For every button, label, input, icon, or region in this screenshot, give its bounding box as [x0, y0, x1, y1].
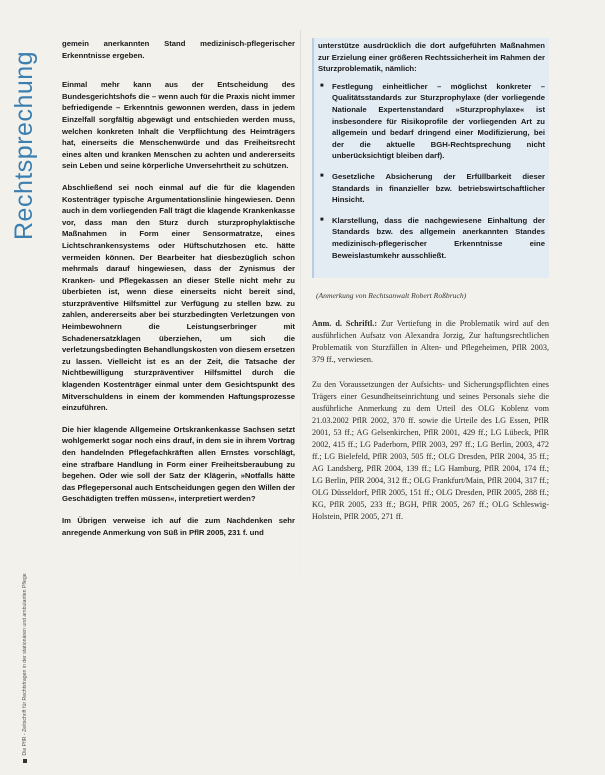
footer-text: Die PflR - Zeitschrift für Rechtsfragen in der stationären und ambulanten Pflege [22, 573, 28, 756]
paragraph: Die hier klagende Allgemeine Ortskrankenkasse Sachsen setzt wohlgemerkt sogar noch eins drauf, in dem sie in ihrem Vortrag den handelnden Pflegefachkräften allen Ernstes vorschlägt, eine strafbare Handlung in Form einer Freiheitsberaubung zu begehen. Oder wie soll der Satz der Klägerin, »Notfalls hätte das Pflegepersonal auch Entscheidungen gegen den Willen der Geschädigten treffen müssen«, interpretiert werden? [62, 424, 295, 504]
editor-notes [312, 318, 549, 523]
bullet-list [318, 81, 545, 261]
note-paragraph: Zu den Voraussetzungen der Aufsichts- und Sicherungspflichten eines Trägers einer Gesundheitseinrichtung und seines Personals siehe die ausführliche Anmerkung zu dem Urteil des OLG Koblenz vom 21.03.2002 PflR 2002, 370 ff. sowie die Urteile des LG Essen, PflR 2001, 53 ff.; AG Gelsenkirchen, PflR 2001, 429 ff.; LG Lübeck, PflR 2002, 415 ff.; LG Paderborn, PflR 2003, 297 ff.; LG Berlin, 2003, 472 ff.; LG Bielefeld, PflR 2003, 505 ff.; OLG Dresden, PflR 2004, 35 ff.; AG Landsberg, PflR 2004, 139 ff.; LG Hamburg, PflR 2004, 174 ff.; LG Berlin, PflR 2004, 312 ff.; OLG Frankfurt/Main, PflR 2004, 317 ff.; OLG Düsseldorf, PflR 2005, 151 ff.; OLG Dresden, PflR 2005, 288 ff.; KG, PflR 2005, 233 ff.; BGH, PflR 2005, 267 ff.; OLG Schleswig-Holstein, PflR 2005, 271 ff. [312, 379, 549, 521]
page-footer [22, 455, 36, 765]
paragraph: Abschließend sei noch einmal auf die für die klagenden Kostenträger typische Argumentationslinie hingewiesen. Denn auch in dem vorliegenden Fall trägt die klagende Krankenkasse vor, dass man den Sturz durch sturzprophylaktische Maßnahmen in Form einer Sensormatratze, eines Lichtschrankensystems oder Hüftschutzhosen etc. hätte vermeiden können. Der Bearbeiter hat diesbezüglich schon mehrmals darauf hingewiesen, dass der Zynismus der Kranken- und Pflegekassen an dieser Stelle nicht mehr zu überbieten ist, wenn diese einerseits nicht bereit sind, sturzpräventive Hilfsmittel zur Verfügung zu stellen bzw. zu zahlen, andererseits aber bei sturzbedingten Verletzungen von Heimbewohnern die Leistungserbringer mit Schadenersatzklagen überziehen, um sich die verletzungsbedingten Behandlungskosten von diesem ersetzen zu lassen. Vielleicht ist es an der Zeit, die Tatsache der Nichtbewilligung sturzpräventiver Hilfsmittel durch die klagenden Kostenträger einmal unter dem Gesichtspunkt des Mitverschuldens in einem der kommenden Haftungsprozesse einzuführen. [62, 182, 295, 413]
section-title: Rechtsprechung [10, 50, 38, 240]
paragraph: gemein anerkannten Stand medizinisch-pflegerischer Erkenntnisse ergeben. [62, 39, 295, 60]
paragraph: Im Übrigen verweise ich auf die zum Nachdenken sehr anregende Anmerkung von Süß in PflR 2005, 231 f. und [62, 515, 295, 537]
list-item: ■ Festlegung einheitlicher – möglichst konkreter – Qualitätsstandards zur Sturzprophylaxe (der vorliegende Nationale Expertenstandard »Sturzprophylaxe« ist insbesondere für Risikoprofile der vorliegenden Art zu allgemein und bedarf dringend einer Modifizierung, bei der die aktuelle BGH-Rechtsprechung nicht unberücksichtigt bleiben darf). [332, 81, 545, 162]
note-lead: Anm. d. Schriftl.: [312, 318, 378, 328]
paragraph: Einmal mehr kann aus der Entscheidung des Bundesgerichtshofs die – wenn auch für die Praxis nicht immer befriedigende – Erkenntnis gewonnen werden, dass in jedem Einzelfall sorgfältig abgewägt und entschieden werden muss, welchen konkreten Inhalt die Verpflichtung des Heimträgers hat, einerseits die Menschenwürde und das Freiheitsrecht eines alten und kranken Menschen zu achten und andererseits sein Leben und seine körperliche Unversehrtheit zu schützen. [62, 80, 295, 171]
note-text: Zur Vertiefung in die Problematik wird auf den ausführlichen Aufsatz von Alexandra Jorzig, Zur haftungsrechtlichen Problematik von Sturzfällen in Alten- und Pflegeheimen, PflR 2003, 379 ff., verwiesen. [312, 318, 549, 364]
note-paragraph [312, 318, 549, 366]
highlight-box [312, 38, 549, 278]
right-column [312, 38, 549, 536]
author-note: (Anmerkung von Rechtsanwalt Robert Roßbruch) [316, 291, 467, 301]
left-column [62, 38, 295, 548]
list-item: ■ Klarstellung, dass die nachgewiesene Einhaltung der Standards bzw. des allgemein anerkannten Standes medizinisch-pflegerischer Erkenntnisse eine Beweislastumkehr ausschließt. [332, 215, 545, 261]
box-intro: unterstütze ausdrücklich die dort aufgeführten Maßnahmen zur Erzielung einer größeren Rechtssicherheit im Rahmen der Sturzproblematik, nämlich: [318, 41, 545, 74]
footer-square-icon [23, 759, 27, 763]
column-divider [300, 30, 301, 630]
list-item: ■ Gesetzliche Absicherung der Erfüllbarkeit dieser Standards in finanzieller bzw. betriebswirtschaftlicher Hinsicht. [332, 171, 545, 206]
